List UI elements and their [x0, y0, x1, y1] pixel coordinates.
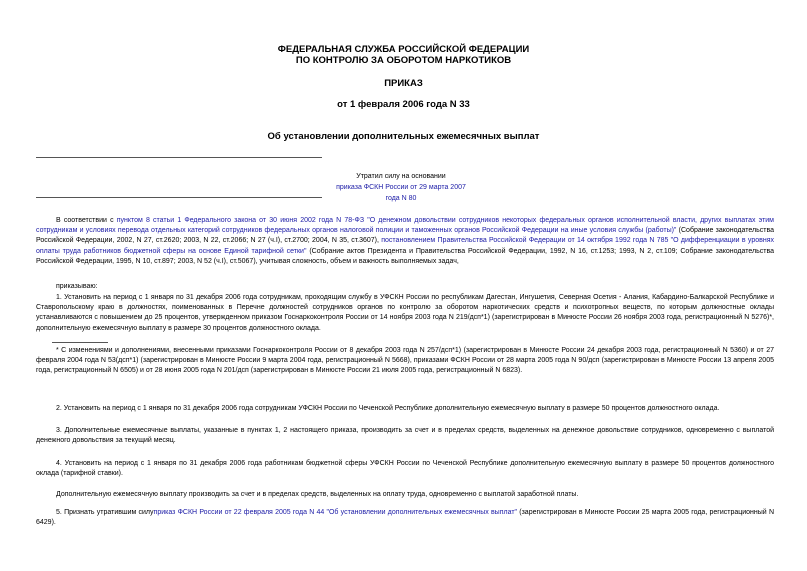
order-word-text: приказываю:: [56, 283, 98, 290]
order-word: [36, 282, 774, 292]
item-5-text-2: (зарегистрирован в Минюсте России 25 марта 2005 года, регистрационный N 6429).: [36, 509, 774, 527]
repealed-order-link[interactable]: приказ ФСКН России от 22 февраля 2005 года N 44 "Об установлении дополнительных ежемесячных выплат": [153, 509, 518, 516]
preamble-text-3: (Собрание актов Президента и Правительства Российской Федерации, 1992, N 16, ст.1253; 1993, N 2, ст.109; Собрание законодательства Российской Федерации, 1995, N 10, ст.897; 2003, N 52 (ч.I), ст.5067), учитывая сложность, объем и важность выполняемых задач,: [36, 247, 774, 265]
item-3-paragraph: [36, 426, 774, 446]
org-name-line-2: ПО КОНТРОЛЮ ЗА ОБОРОТОМ НАРКОТИКОВ: [295, 55, 512, 66]
top-divider: [36, 157, 322, 158]
item-3-text: 3. Дополнительные ежемесячные выплаты, указанные в пунктах 1, 2 настоящего приказа, производить за счет и в пределах средств, выделенных на денежное довольствие сотрудников, одновременно с выплатой денежного довольствия за текущий месяц.: [36, 427, 774, 445]
bottom-divider: [36, 197, 322, 198]
item-4-paragraph: [36, 459, 774, 479]
footnote-text: * С изменениями и дополнениями, внесенными приказами Госнаркоконтроля России от 8 декабря 2003 года N 257/дсп*1) (зарегистрирован в Минюсте России 24 декабря 2003 года, регистрационный N 5360) и от 27 февраля 2004 года N 53(дсп*1) (зарегистрирован в Минюсте России 9 марта 2004 года, регистрационный N 5668), приказами ФСКН России от 28 марта 2005 года N 90/дсп (зарегистрирован в Минюсте России 13 апреля 2005 года, регистрационный N 6505) и от 28 июня 2005 года N 201/дсп (зарегистрирован в Минюсте России 21 июля 2005 года, регистрационный N 6823).: [36, 347, 774, 375]
preamble-text-2: (Собрание законодательства Российской Федерации, 2002, N 27, ст.2620; 2003, N 22, ст.2066; N 27 (ч.I), ст.2700; 2004, N 35, ст.3607),: [36, 227, 774, 245]
document-date-number: от 1 февраля 2006 года N 33: [337, 99, 470, 110]
item-2-text: 2. Установить на период с 1 января по 31 декабря 2006 года сотрудникам УФСКН России по Чеченской Республике дополнительную ежемесячную выплату в размере 50 процентов должностного оклада.: [56, 405, 720, 412]
item-5-text-1: 5. Признать утратившим силу: [56, 509, 154, 516]
status-note-link[interactable]: приказа ФСКН России от 29 марта 2007 года N 80: [336, 184, 466, 202]
resolution-link[interactable]: постановлением Правительства Российской Федерации от 14 октября 1992 года N 785 "О дифференциации в уровнях оплаты труда работников бюджетной сферы на основе Единой тарифной сетки": [36, 237, 774, 255]
status-note: [330, 171, 472, 204]
item-4b-text: Дополнительную ежемесячную выплату производить за счет и в пределах средств, выделенных на оплату труда, одновременно с выплатой заработной платы.: [56, 491, 579, 498]
footnote-divider: [52, 342, 108, 343]
document-title: Об установлении дополнительных ежемесячных выплат: [267, 131, 540, 142]
document-type: ПРИКАЗ: [384, 78, 423, 89]
item-4-text: 4. Установить на период с 1 января по 31 декабря 2006 года работникам бюджетной сферы УФСКН России по Чеченской Республике дополнительную ежемесячную выплату в размере 50 процентов должностного оклада (тарифной ставки).: [36, 460, 774, 478]
org-name-line-1: ФЕДЕРАЛЬНАЯ СЛУЖБА РОССИЙСКОЙ ФЕДЕРАЦИИ: [277, 44, 530, 55]
preamble-paragraph: [36, 216, 774, 267]
footnote-paragraph: [36, 346, 774, 377]
item-1-text: 1. Установить на период с 1 января по 31 декабря 2006 года сотрудникам, проходящим службу в УФСКН России по республикам Дагестан, Ингушетия, Северная Осетия - Алания, Кабардино-Балкарской Республике и Ставропольскому краю в должностях, поименованных в Перечне должностей сотрудников органов по контролю за оборотом наркотических средств и психотропных веществ, по которым должностные оклады устанавливаются с повышением до 25 процентов, утвержденном приказом Госнаркоконтроля России от 14 ноября 2003 года N 219/дсп*1) (зарегистрирован в Минюсте России 26 ноября 2003 года, регистрационный N 5276)*, дополнительную ежемесячную выплату в размере 30 процентов должностного оклада.: [36, 294, 774, 332]
law-link[interactable]: пунктом 8 статьи 1 Федерального закона от 30 июня 2002 года N 78-ФЗ "О денежном довольствии сотрудников некоторых федеральных органов исполнительной власти, других выплатах этим сотрудникам и условиях перевода отдельных категорий сотрудников федеральных органов налоговой полиции и таможенных органов Российской Федерации на иные условия службы (работы)": [36, 217, 774, 235]
item-5-paragraph: [36, 508, 774, 528]
item-4b-paragraph: [36, 490, 774, 500]
preamble-text-1: В соответствии с: [56, 217, 117, 224]
status-note-text: Утратил силу на основании: [356, 173, 446, 180]
item-2-paragraph: [36, 404, 774, 414]
item-1-paragraph: [36, 293, 774, 334]
